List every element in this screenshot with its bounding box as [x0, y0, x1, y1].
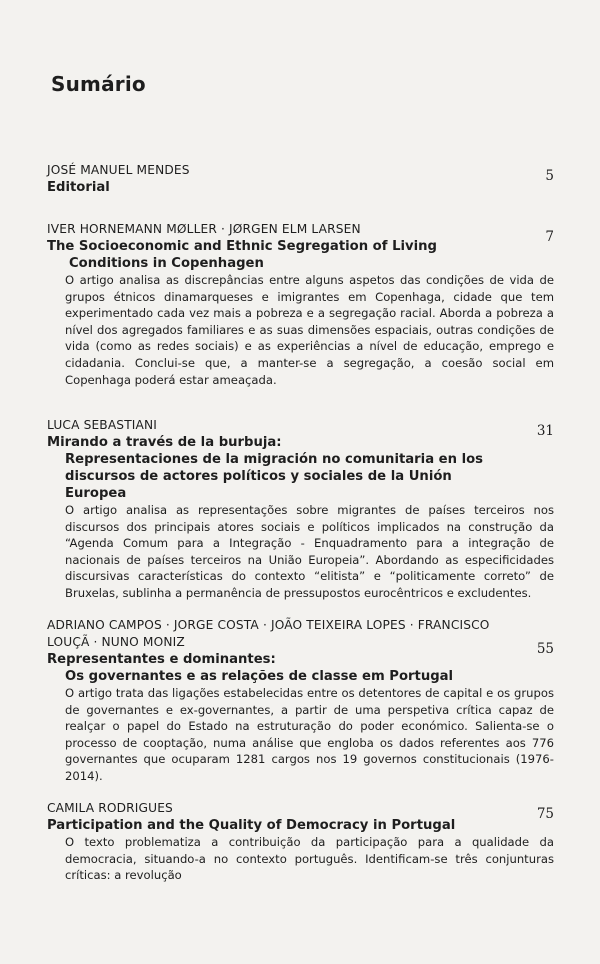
entry-title: The Socioeconomic and Ethnic Segregation of Living Conditions in Copenhagen: [47, 239, 437, 271]
entry-abstract: O texto problematiza a contribuição da participação para a qualidade da democracia, situando-a no contexto português. Identificam-se três conjunturas críticas: a revolução: [65, 835, 554, 883]
entry-page-number: 7: [545, 229, 554, 245]
entry-subtitle: Os governantes e as relações de classe em Portugal: [65, 669, 454, 684]
entry-authors: JOSÉ MANUEL MENDES: [47, 163, 190, 177]
entry-authors: LUCA SEBASTIANI: [47, 418, 158, 432]
toc-entry-representantes[interactable]: [47, 617, 554, 785]
entry-page-number: 75: [536, 806, 554, 822]
entry-abstract: O artigo trata das ligações estabelecidas entre os detentores de capital e os grupos de governantes e ex-governantes, a partir de uma perspetiva crítica capaz de realçar o papel do Estado na estruturação do poder económico. Salienta-se o processo de cooptação, numa análise que engloba os dados referentes aos 776 governantes que ocuparam 1281 cargos nos 19 governos constitucionais (1976-2014).: [65, 686, 554, 783]
entry-title: Editorial: [47, 180, 110, 195]
entry-subtitle: Representaciones de la migración no comunitaria en los discursos de actores políticos y sociales de la Unión Europea: [65, 452, 484, 501]
toc-entry-copenhagen[interactable]: [47, 221, 554, 388]
entry-title: Representantes e dominantes:: [47, 652, 276, 667]
entry-page-number: 31: [536, 423, 554, 439]
entry-abstract: O artigo analisa as discrepâncias entre alguns aspetos das condições de vida de grupos étnicos dinamarqueses e imigrantes em Copenhaga, cidade que tem experimentado cada vez mais a pobreza e a segregação racial. Aborda a pobreza a nível dos agregados familiares e as suas dimensões espaciais, outras condições de vida (como as redes sociais) e as experiências a nível de educação, emprego e cidadania. Conclui-se que, a manter-se a segregação, a coesão social em Copenhaga poderá estar ameaçada.: [65, 273, 554, 387]
entry-authors: IVER HORNEMANN MØLLER · JØRGEN ELM LARSEN: [47, 222, 361, 236]
toc-entry-participation[interactable]: [47, 800, 554, 884]
toc-entry-burbuja[interactable]: [47, 417, 554, 602]
entry-authors: CAMILA RODRIGUES: [47, 801, 173, 815]
page-title: Sumário: [51, 72, 146, 96]
entry-authors: ADRIANO CAMPOS · JORGE COSTA · JOÃO TEIXEIRA LOPES · FRANCISCO LOUÇÃ · NUNO MONIZ: [47, 618, 490, 649]
entry-title: Mirando a través de la burbuja:: [47, 435, 282, 450]
entry-abstract: O artigo analisa as representações sobre migrantes de países terceiros nos discursos dos principais atores sociais e políticos implicados na construção da “Agenda Comum para a Integração - Enquadramento para a integração de nacionais de países terceiros na União Europeia”. Abordando as especificidades discursivas características do contexto “elitista” e “politicamente correto” de Bruxelas, sublinha a permanência de pressupostos eurocêntricos e excludentes.: [65, 503, 554, 600]
entry-title: Participation and the Quality of Democracy in Portugal: [47, 818, 456, 833]
entry-page-number: 55: [536, 641, 554, 657]
toc-entry-editorial[interactable]: [47, 162, 554, 196]
entry-page-number: 5: [545, 168, 554, 184]
